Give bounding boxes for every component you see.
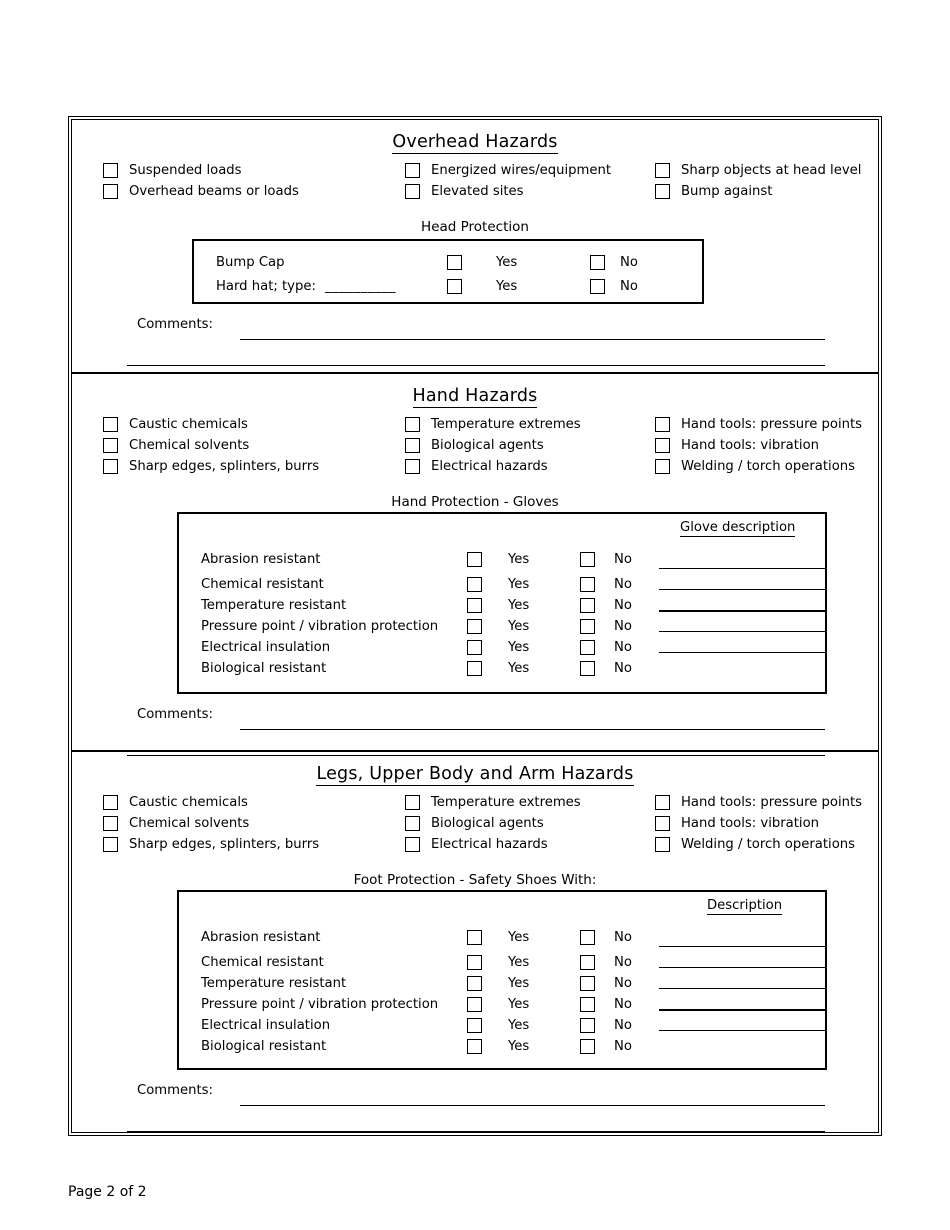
section-hand-hazards [72,374,878,752]
protection-row [179,1015,825,1036]
head-protection-box [192,239,704,304]
protection-caption: Foot Protection - Safety Shoes With: [353,872,597,888]
hazard-label: Hand tools: vibration [681,437,819,453]
protection-row [179,574,825,595]
section-title-text: Hand Hazards [412,386,538,406]
protection-yes-label: Yes [496,279,518,294]
protection-no-checkbox[interactable] [580,1018,595,1033]
protection-yes-checkbox[interactable] [447,279,462,294]
glove-description-header [680,520,795,535]
hazard-item[interactable] [655,414,862,435]
protection-no-checkbox[interactable] [580,598,595,613]
protection-no-checkbox[interactable] [590,255,605,270]
hazard-column-1 [103,160,299,202]
protection-row [179,658,825,679]
protection-yes-label: Yes [508,577,530,592]
foot-description-header [707,898,782,913]
hazard-checkbox[interactable] [405,795,420,810]
protection-no-label: No [614,930,632,945]
protection-item-label: Abrasion resistant [201,552,321,567]
hazard-column-1 [103,414,319,477]
protection-no-checkbox[interactable] [580,552,595,567]
hazard-label: Caustic chemicals [129,794,248,810]
hazard-item[interactable] [405,414,581,435]
hazard-label: Biological agents [431,437,544,453]
hazard-checkbox[interactable] [103,459,118,474]
protection-no-checkbox[interactable] [580,997,595,1012]
protection-row [179,595,825,616]
protection-no-checkbox[interactable] [580,976,595,991]
hazard-label: Sharp objects at head level [681,162,862,178]
foot-description-line[interactable] [659,946,825,947]
hazard-item[interactable] [103,160,299,181]
protection-no-checkbox[interactable] [580,640,595,655]
protection-yes-label: Yes [508,598,530,613]
hazard-checkbox-grid [72,160,878,206]
glove-description-line[interactable] [659,610,825,612]
hazard-column-2 [405,414,581,477]
protection-yes-label: Yes [508,955,530,970]
protection-yes-label: Yes [508,619,530,634]
protection-yes-checkbox[interactable] [467,930,482,945]
hazard-label: Caustic chemicals [129,416,248,432]
hazard-label: Temperature extremes [431,794,581,810]
protection-yes-label: Yes [508,930,530,945]
foot-description-line[interactable] [659,1009,825,1011]
hazard-label: Sharp edges, splinters, burrs [129,836,320,852]
comments-line-1[interactable] [240,339,825,340]
hard-hat-type-blank[interactable]: __________ [325,279,396,294]
protection-item-label: Temperature resistant [201,598,347,613]
protection-item-label: Abrasion resistant [201,930,321,945]
protection-item-label: Bump Cap [216,255,285,270]
glove-protection-box [177,512,827,694]
protection-row [179,994,825,1015]
protection-yes-checkbox[interactable] [447,255,462,270]
hazard-label: Energized wires/equipment [431,162,612,178]
hazard-checkbox[interactable] [655,163,670,178]
hazard-item[interactable] [103,181,299,202]
protection-yes-checkbox[interactable] [467,552,482,567]
protection-yes-label: Yes [508,1018,530,1033]
protection-yes-checkbox[interactable] [467,598,482,613]
hazard-label: Welding / torch operations [681,836,855,852]
protection-item-label: Chemical resistant [201,577,324,592]
hazard-label: Temperature extremes [431,416,581,432]
protection-no-checkbox[interactable] [580,955,595,970]
protection-row [179,616,825,637]
hazard-item[interactable] [103,414,319,435]
protection-yes-label: Yes [508,552,530,567]
hazard-checkbox[interactable] [405,438,420,453]
hazard-checkbox[interactable] [103,417,118,432]
protection-no-label: No [614,1039,632,1054]
protection-yes-checkbox[interactable] [467,577,482,592]
protection-no-label: No [614,640,632,655]
hazard-column-3 [655,414,862,477]
comments-area [72,707,878,757]
hazard-column-1 [103,792,319,855]
comments-line-1[interactable] [240,729,825,730]
protection-row [179,1036,825,1057]
protection-yes-checkbox[interactable] [467,1039,482,1054]
protection-row [179,927,825,948]
hazard-checkbox-grid [72,792,878,860]
protection-no-label: No [620,255,638,270]
hazard-item[interactable] [655,181,861,202]
hazard-label: Welding / torch operations [681,458,855,474]
hazard-item[interactable] [655,792,862,813]
hazard-item[interactable] [103,834,319,855]
comments-area [72,317,878,367]
hazard-item[interactable] [103,792,319,813]
hazard-label: Chemical solvents [129,815,250,831]
comments-area [72,1083,878,1133]
hazard-checkbox-grid [72,414,878,482]
hazard-item[interactable] [405,160,611,181]
hazard-checkbox[interactable] [103,184,118,199]
glove-description-line[interactable] [659,589,825,590]
protection-item-label: Chemical resistant [201,955,324,970]
hazard-label: Electrical hazards [431,458,548,474]
glove-description-line[interactable] [659,652,825,653]
comments-label: Comments: [137,707,213,722]
section-title [72,374,878,408]
protection-yes-label: Yes [508,661,530,676]
hazard-checkbox[interactable] [405,816,420,831]
comments-line-2[interactable] [127,1131,825,1132]
hazard-label: Bump against [681,183,773,199]
hazard-checkbox[interactable] [655,795,670,810]
protection-caption: Hand Protection - Gloves [391,494,559,510]
comments-label: Comments: [137,1083,213,1098]
protection-item-label: Temperature resistant [201,976,347,991]
hazard-item[interactable] [405,834,581,855]
section-title [72,120,878,154]
hazard-item[interactable] [103,813,319,834]
protection-caption: Head Protection [421,219,529,235]
hazard-checkbox[interactable] [405,417,420,432]
protection-no-checkbox[interactable] [580,661,595,676]
hazard-item[interactable] [655,435,862,456]
section-legs-upper-body-arm-hazards [72,752,878,1136]
protection-no-label: No [614,661,632,676]
hazard-checkbox[interactable] [405,459,420,474]
protection-item-label: Pressure point / vibration protection [201,619,439,634]
hazard-column-2 [405,792,581,855]
protection-item-label: Electrical insulation [201,1018,331,1033]
glove-description-header-text: Glove description [680,520,796,535]
hazard-checkbox[interactable] [405,837,420,852]
hazard-column-3 [655,160,861,202]
hazard-checkbox[interactable] [103,795,118,810]
protection-yes-checkbox[interactable] [467,661,482,676]
protection-yes-label: Yes [496,255,518,270]
hazard-label: Sharp edges, splinters, burrs [129,458,320,474]
protection-no-label: No [614,976,632,991]
protection-no-checkbox[interactable] [580,577,595,592]
protection-yes-checkbox[interactable] [467,955,482,970]
hazard-checkbox[interactable] [103,163,118,178]
protection-row [179,952,825,973]
protection-yes-label: Yes [508,640,530,655]
foot-description-header-text: Description [707,898,783,913]
hazard-label: Biological agents [431,815,544,831]
protection-no-label: No [614,552,632,567]
hazard-item[interactable] [405,181,611,202]
section-title-text: Overhead Hazards [392,132,558,152]
hazard-item[interactable] [655,160,861,181]
hazard-item[interactable] [655,456,862,477]
protection-row [179,637,825,658]
foot-protection-box [177,890,827,1070]
form-page-inner-border [71,119,879,1133]
protection-item-label: Biological resistant [201,1039,327,1054]
hazard-checkbox[interactable] [655,184,670,199]
form-page-border [68,116,882,1136]
protection-row [194,252,702,273]
protection-no-label: No [614,598,632,613]
protection-no-checkbox[interactable] [580,930,595,945]
hazard-column-2 [405,160,611,202]
hazard-checkbox[interactable] [103,837,118,852]
hazard-item[interactable] [405,435,581,456]
hazard-item[interactable] [655,813,862,834]
protection-row [194,276,702,297]
protection-no-label: No [614,997,632,1012]
foot-description-line[interactable] [659,988,825,989]
protection-item-label: Hard hat; type: [216,279,316,294]
hazard-label: Hand tools: pressure points [681,794,863,810]
hazard-label: Overhead beams or loads [129,183,299,199]
protection-yes-label: Yes [508,1039,530,1054]
hazard-column-3 [655,792,862,855]
hazard-label: Chemical solvents [129,437,250,453]
protection-no-checkbox[interactable] [580,1039,595,1054]
protection-no-label: No [614,1018,632,1033]
hazard-checkbox[interactable] [655,816,670,831]
section-title [72,752,878,786]
protection-yes-label: Yes [508,997,530,1012]
hazard-item[interactable] [405,792,581,813]
protection-yes-checkbox[interactable] [467,640,482,655]
hazard-label: Hand tools: vibration [681,815,819,831]
comments-line-2[interactable] [127,365,825,366]
hazard-checkbox[interactable] [405,184,420,199]
hazard-item[interactable] [405,456,581,477]
foot-description-line[interactable] [659,967,825,968]
hazard-item[interactable] [103,435,319,456]
protection-no-label: No [614,577,632,592]
protection-yes-label: Yes [508,976,530,991]
hazard-item[interactable] [405,813,581,834]
protection-item-label: Pressure point / vibration protection [201,997,439,1012]
glove-description-line[interactable] [659,631,825,632]
hazard-label: Hand tools: pressure points [681,416,863,432]
glove-description-line[interactable] [659,568,825,569]
hazard-checkbox[interactable] [655,417,670,432]
comments-label: Comments: [137,317,213,332]
protection-row [179,549,825,570]
foot-description-line[interactable] [659,1030,825,1031]
hazard-label: Electrical hazards [431,836,548,852]
section-overhead-hazards [72,120,878,374]
protection-no-label: No [614,619,632,634]
protection-yes-checkbox[interactable] [467,619,482,634]
hazard-checkbox[interactable] [103,816,118,831]
hazard-checkbox[interactable] [655,459,670,474]
hazard-checkbox[interactable] [405,163,420,178]
protection-no-label: No [614,955,632,970]
protection-item-label: Biological resistant [201,661,327,676]
hazard-item[interactable] [103,456,319,477]
protection-no-checkbox[interactable] [590,279,605,294]
protection-no-label: No [620,279,638,294]
page-footer: Page 2 of 2 [68,1184,147,1200]
protection-no-checkbox[interactable] [580,619,595,634]
hazard-item[interactable] [655,834,862,855]
hazard-checkbox[interactable] [103,438,118,453]
comments-line-1[interactable] [240,1105,825,1106]
protection-yes-checkbox[interactable] [467,976,482,991]
section-title-text: Legs, Upper Body and Arm Hazards [316,764,634,784]
hazard-checkbox[interactable] [655,438,670,453]
protection-row [179,973,825,994]
hazard-label: Suspended loads [129,162,242,178]
hazard-label: Elevated sites [431,183,524,199]
protection-yes-checkbox[interactable] [467,997,482,1012]
hazard-checkbox[interactable] [655,837,670,852]
protection-item-label: Electrical insulation [201,640,331,655]
protection-yes-checkbox[interactable] [467,1018,482,1033]
